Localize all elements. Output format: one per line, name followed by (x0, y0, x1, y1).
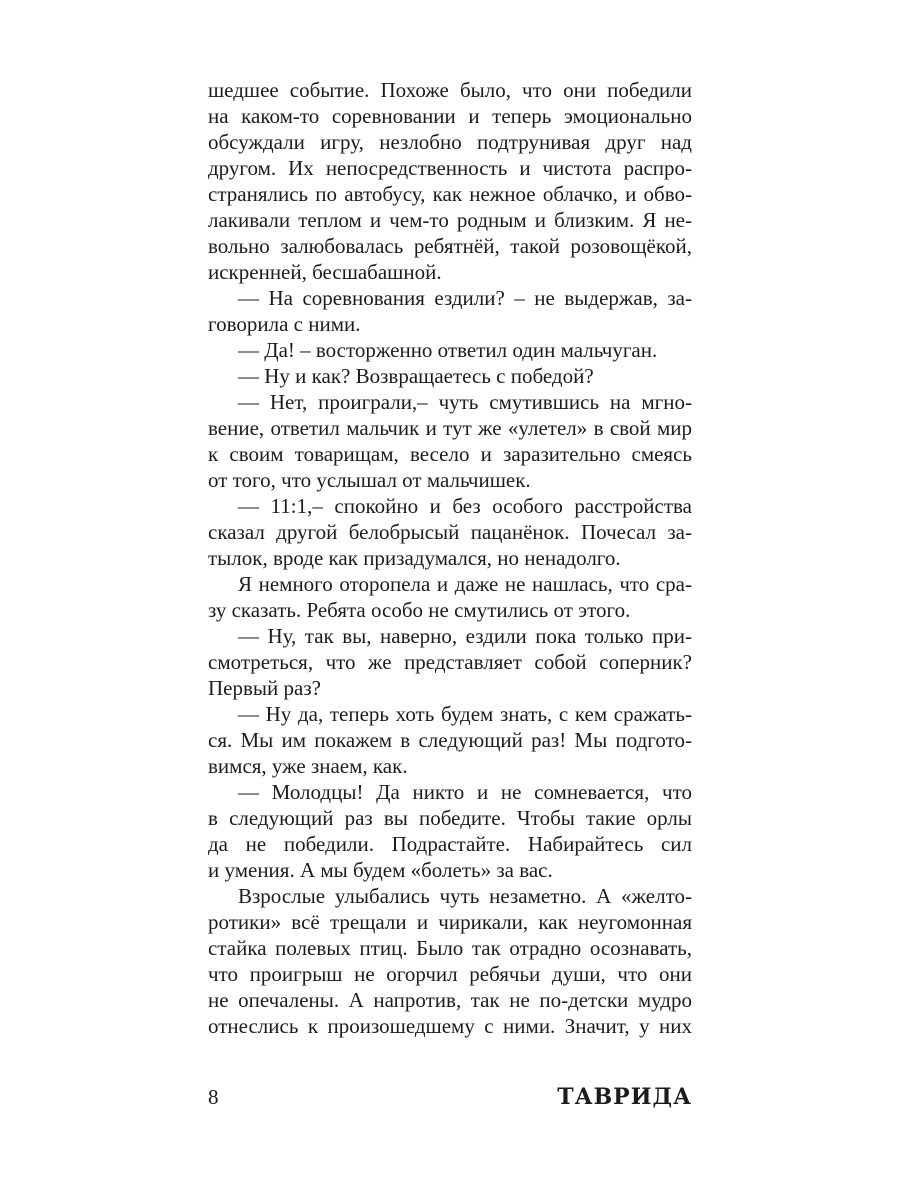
text-line: говорила с ними. (208, 312, 361, 336)
page-number: 8 (208, 1085, 219, 1109)
text-line: зу сказать. Ребята особо не смутились от этого. (208, 598, 631, 622)
paragraph (208, 389, 692, 493)
text-line: лакивали теплом и чем-то родным и близким. Я не- (208, 208, 692, 232)
text-line: Первый раз? (208, 676, 321, 700)
text-line: да не победили. Подрастайте. Набирайтесь сил (208, 832, 692, 856)
text-line: от того, что услышал от мальчишек. (208, 468, 531, 492)
paragraph (208, 883, 692, 1039)
text-line: ся. Мы им покажем в следующий раз! Мы подгото- (208, 728, 692, 752)
text-line: вимся, уже знаем, как. (208, 754, 408, 778)
paragraph (208, 285, 692, 337)
text-line: Я немного оторопела и даже не нашлась, что сра- (238, 572, 692, 596)
text-line: — Да! – восторженно ответил один мальчуган. (238, 338, 658, 362)
text-line: другом. Их непосредственность и чистота распро- (208, 156, 692, 180)
text-line: — Нет, проиграли,– чуть смутившись на мгно- (238, 390, 692, 414)
publisher-logo: ТАВРИДА (557, 1084, 692, 1110)
text-line: на каком-то соревновании и теперь эмоционально (208, 104, 692, 128)
text-line: искренней, бесшабашной. (208, 260, 442, 284)
paragraph (208, 77, 692, 285)
text-line: ротики» всё трещали и чирикали, как неугомонная (208, 910, 692, 934)
text-line: к своим товарищам, весело и заразительно смеясь (208, 442, 692, 466)
text-line: странялись по автобусу, как нежное облачко, и обво- (208, 182, 692, 206)
paragraph (208, 337, 692, 363)
text-line: Взрослые улыбались чуть незаметно. А «желто- (238, 884, 692, 908)
text-line: вольно залюбовалась ребятнёй, такой розовощёкой, (208, 234, 692, 258)
text-line: что проигрыш не огорчил ребячьи души, что они (208, 962, 692, 986)
text-line: и умения. А мы будем «болеть» за вас. (208, 858, 553, 882)
text-line: тылок, вроде как призадумался, но ненадолго. (208, 546, 621, 570)
paragraph (208, 363, 692, 389)
text-line: вение, ответил мальчик и тут же «улетел» в свой мир (208, 416, 692, 440)
text-line: — Ну да, теперь хоть будем знать, с кем сражать- (238, 702, 692, 726)
text-line: — 11:1,– спокойно и без особого расстройства (238, 494, 692, 518)
body-text (208, 77, 692, 1039)
text-line: в следующий раз вы победите. Чтобы такие орлы (208, 806, 692, 830)
text-line: отнеслись к произошедшему с ними. Значит, у них (208, 1014, 692, 1038)
text-line: стайка полевых птиц. Было так отрадно осознавать, (208, 936, 692, 960)
paragraph (208, 493, 692, 571)
text-line: обсуждали игру, незлобно подтрунивая друг над (208, 130, 692, 154)
text-line: — Ну, так вы, наверно, ездили пока только при- (238, 624, 692, 648)
text-line: — Молодцы! Да никто и не сомневается, что (238, 780, 692, 804)
paragraph (208, 571, 692, 623)
paragraph (208, 623, 692, 701)
text-line: не опечалены. А напротив, так не по-детски мудро (208, 988, 692, 1012)
paragraph (208, 779, 692, 883)
text-line: сказал другой белобрысый пацанёнок. Почесал за- (208, 520, 692, 544)
text-line: — Ну и как? Возвращаетесь с победой? (238, 364, 594, 388)
text-line: — На соревнования ездили? – не выдержав, за- (238, 286, 692, 310)
paragraph (208, 701, 692, 779)
text-line: смотреться, что же представляет собой соперник? (208, 650, 692, 674)
text-line: шедшее событие. Похоже было, что они победили (208, 78, 692, 102)
